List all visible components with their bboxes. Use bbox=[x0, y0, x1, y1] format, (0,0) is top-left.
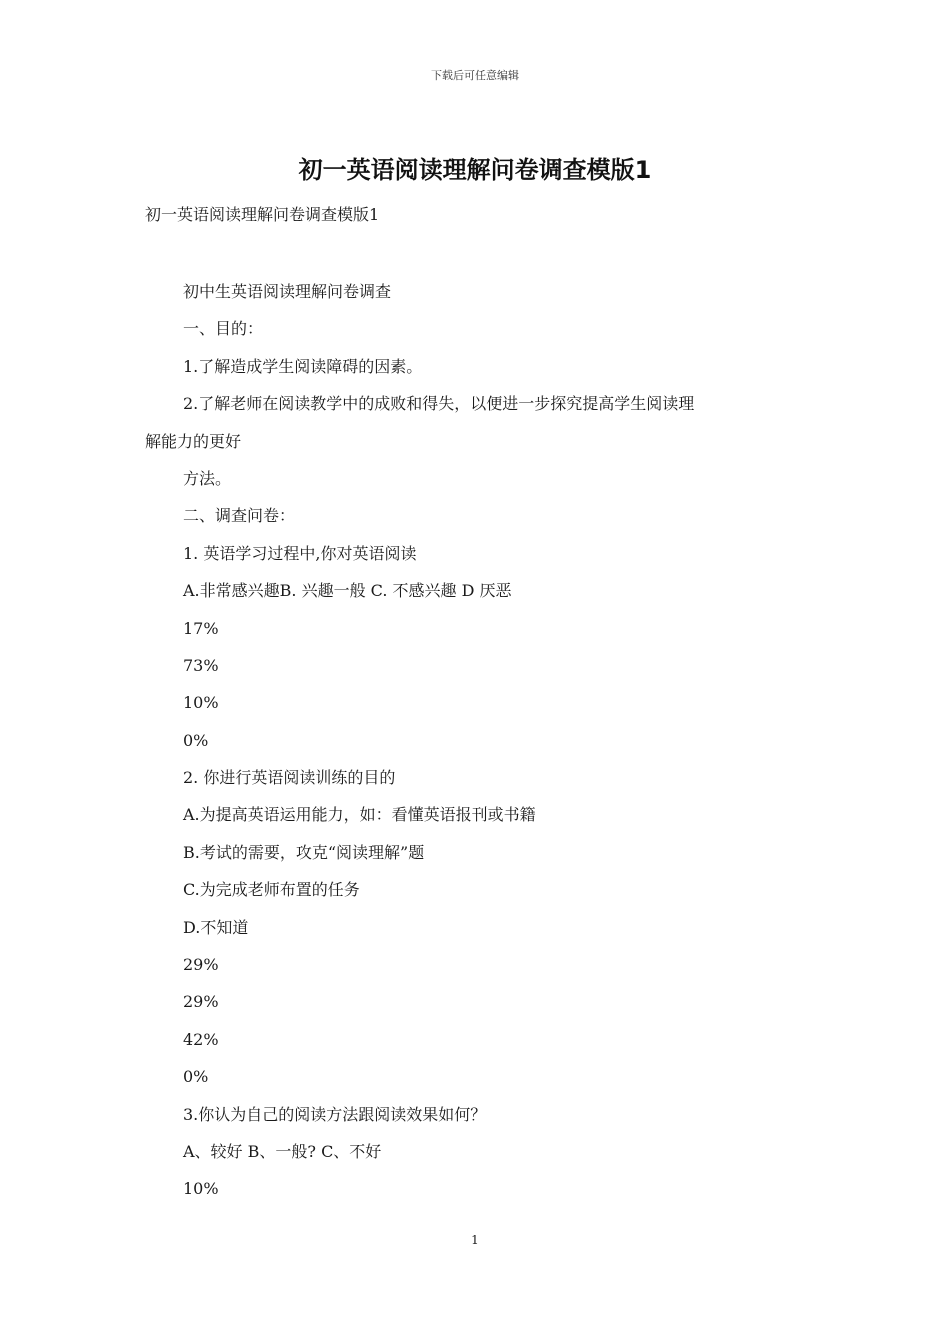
question-3-options: A、较好 B、一般? C、不好 bbox=[183, 1141, 382, 1161]
section-questionnaire-heading: 二、调查问卷： bbox=[183, 506, 296, 526]
question-2: 2. 你进行英语阅读训练的目的 bbox=[183, 768, 396, 788]
question-3: 3.你认为自己的阅读方法跟阅读效果如何？ bbox=[183, 1104, 487, 1124]
question-2-result-b: 29% bbox=[183, 992, 219, 1012]
purpose-item-2-continued: 解能力的更好 bbox=[145, 431, 242, 451]
purpose-item-1: 1.了解造成学生阅读障碍的因素。 bbox=[183, 356, 423, 376]
document-body bbox=[145, 273, 810, 1208]
header-note: 下载后可任意编辑 bbox=[431, 69, 519, 82]
question-1-result-d: 0% bbox=[183, 730, 209, 750]
question-2-option-c: C.为完成老师布置的任务 bbox=[183, 880, 360, 900]
question-2-result-c: 42% bbox=[183, 1029, 219, 1049]
document-subtitle: 初一英语阅读理解问卷调查模版1 bbox=[145, 205, 380, 224]
question-1-result-b: 73% bbox=[183, 655, 219, 675]
question-2-option-d: D.不知道 bbox=[183, 917, 249, 937]
page-number: 1 bbox=[471, 1233, 479, 1247]
survey-heading: 初中生英语阅读理解问卷调查 bbox=[183, 282, 392, 301]
question-1-options: A.非常感兴趣B. 兴趣一般 C. 不感兴趣 D 厌恶 bbox=[183, 581, 512, 601]
question-1: 1. 英语学习过程中,你对英语阅读 bbox=[183, 543, 417, 563]
question-2-result-d: 0% bbox=[183, 1067, 209, 1087]
document-title: 初一英语阅读理解问卷调查模版1 bbox=[298, 156, 652, 184]
question-1-result-c: 10% bbox=[183, 693, 219, 713]
question-2-result-a: 29% bbox=[183, 955, 219, 975]
question-2-option-a: A.为提高英语运用能力，如：看懂英语报刊或书籍 bbox=[183, 805, 536, 825]
section-purpose-heading: 一、目的： bbox=[183, 319, 264, 339]
question-3-result-a: 10% bbox=[183, 1179, 219, 1199]
purpose-item-2: 2.了解老师在阅读教学中的成败和得失，以便进一步探究提高学生阅读理 bbox=[183, 394, 695, 414]
purpose-item-2-end: 方法。 bbox=[183, 468, 232, 488]
question-1-result-a: 17% bbox=[183, 618, 219, 638]
question-2-option-b: B.考试的需要，攻克“阅读理解”题 bbox=[183, 842, 425, 862]
